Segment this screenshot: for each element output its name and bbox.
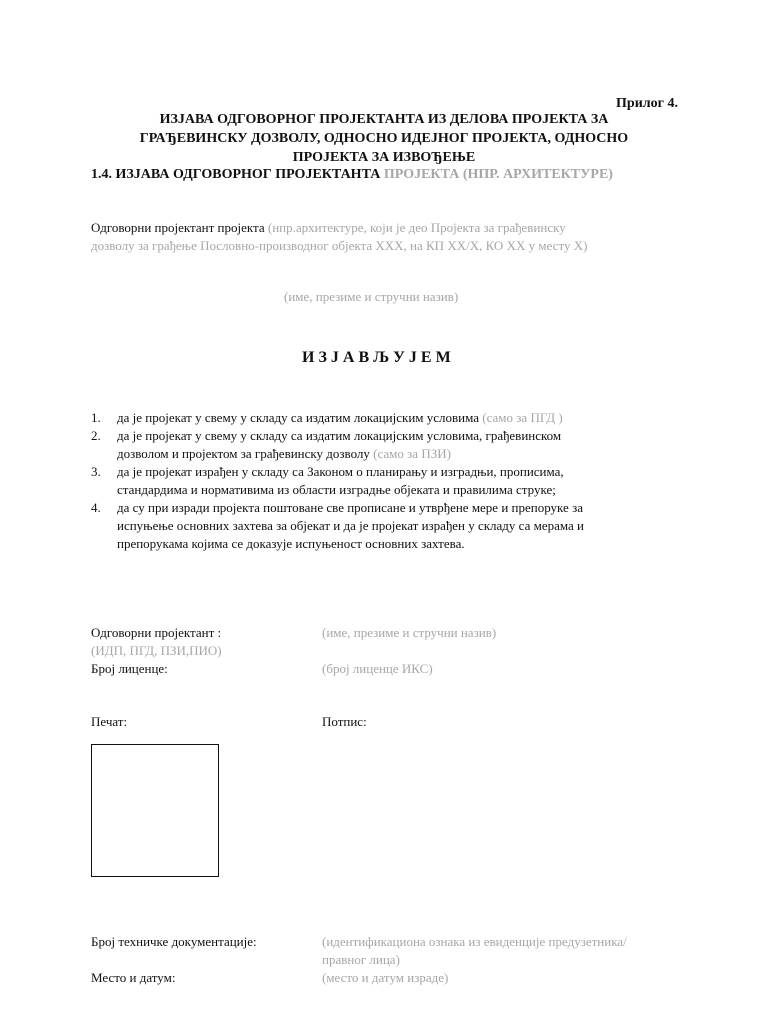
list-item-1-num: 1. <box>91 410 101 425</box>
attachment-label: Прилог 4. <box>616 96 678 111</box>
list-item-4-line-2: испуњење основних захтева за објекат и да је пројекат израђен у складу са мерама и <box>117 518 584 533</box>
list-item-4-line-1: да су при изради пројекта поштоване све прописане и утврђене мере и препоруке за <box>117 500 583 515</box>
list-item-1-gray: (само за ПГД ) <box>482 410 563 425</box>
stamp-label: Печат: <box>91 714 128 729</box>
intro-line-1 <box>91 219 566 237</box>
license-label: Број лиценце: <box>91 661 168 676</box>
docnum-label: Број техничке документације: <box>91 934 257 949</box>
list-item-1-line-1 <box>117 409 563 427</box>
declaration-heading: И З Ј А В Љ У Ј Е М <box>302 349 451 366</box>
list-item-2-num: 2. <box>91 428 101 443</box>
docnum-value-1: (идентификациона ознака из евиденције предузетника/ <box>322 934 627 949</box>
stamp-box <box>91 744 219 877</box>
title-line-2: ГРАЂЕВИНСКУ ДОЗВОЛУ, ОДНОСНО ИДЕЈНОГ ПРОЈЕКТА, ОДНОСНО <box>139 131 629 146</box>
list-item-1-text: да је пројекат у свему у складу са издатим локацијским условима <box>117 410 480 425</box>
list-item-3-num: 3. <box>91 464 101 479</box>
list-item-4-line-3: препорукама којима се доказује испуњеност основних захтева. <box>117 536 465 551</box>
title-line-1: ИЗЈАВА ОДГОВОРНОГ ПРОЈЕКТАНТА ИЗ ДЕЛОВА ПРОЈЕКТА ЗА <box>159 112 609 127</box>
license-value: (број лиценце ИКС) <box>322 661 433 676</box>
designer-sub: (ИДП, ПГД, ПЗИ,ПИО) <box>91 643 222 658</box>
intro-gray-1: (нпр.архитектуре, који је део Пројекта за грађевинску <box>267 220 566 235</box>
intro-name-placeholder: (име, презиме и стручни назив) <box>284 289 459 304</box>
list-item-2-line-2 <box>117 445 451 463</box>
list-item-3-line-2: стандардима и нормативима из области изградње објеката и правилима струке; <box>117 482 556 497</box>
list-item-2-line-1: да је пројекат у свему у складу са издатим локацијским условима, грађевинском <box>117 428 562 443</box>
place-value: (место и датум израде) <box>322 970 449 985</box>
place-label: Место и датум: <box>91 970 176 985</box>
designer-value: (име, презиме и стручни назив) <box>322 625 497 640</box>
subtitle-gray: ПРОЈЕКТА (НПР. АРХИТЕКТУРЕ) <box>383 167 613 182</box>
list-item-2-gray: (само за ПЗИ) <box>373 446 451 461</box>
list-item-3-line-1: да је пројекат израђен у складу са Законом о планирању и изградњи, прописима, <box>117 464 564 479</box>
signature-label: Потпис: <box>322 714 367 729</box>
subtitle-main: 1.4. ИЗЈАВА ОДГОВОРНОГ ПРОЈЕКТАНТА <box>91 167 381 182</box>
subtitle <box>91 165 613 184</box>
intro-gray-2: дозволу за грађење Пословно-производног објекта ХХХ, на КП ХХ/Х, КО ХХ у месту Х) <box>91 238 588 253</box>
intro-label: Одговорни пројектант пројекта <box>91 220 265 235</box>
docnum-value-2: правног лица) <box>322 952 400 967</box>
list-item-4-num: 4. <box>91 500 101 515</box>
title-line-3: ПРОЈЕКТА ЗА ИЗВОЂЕЊЕ <box>292 150 476 165</box>
list-item-2-text: дозволом и пројектом за грађевинску дозволу <box>117 446 370 461</box>
designer-label: Одговорни пројектант : <box>91 625 222 640</box>
